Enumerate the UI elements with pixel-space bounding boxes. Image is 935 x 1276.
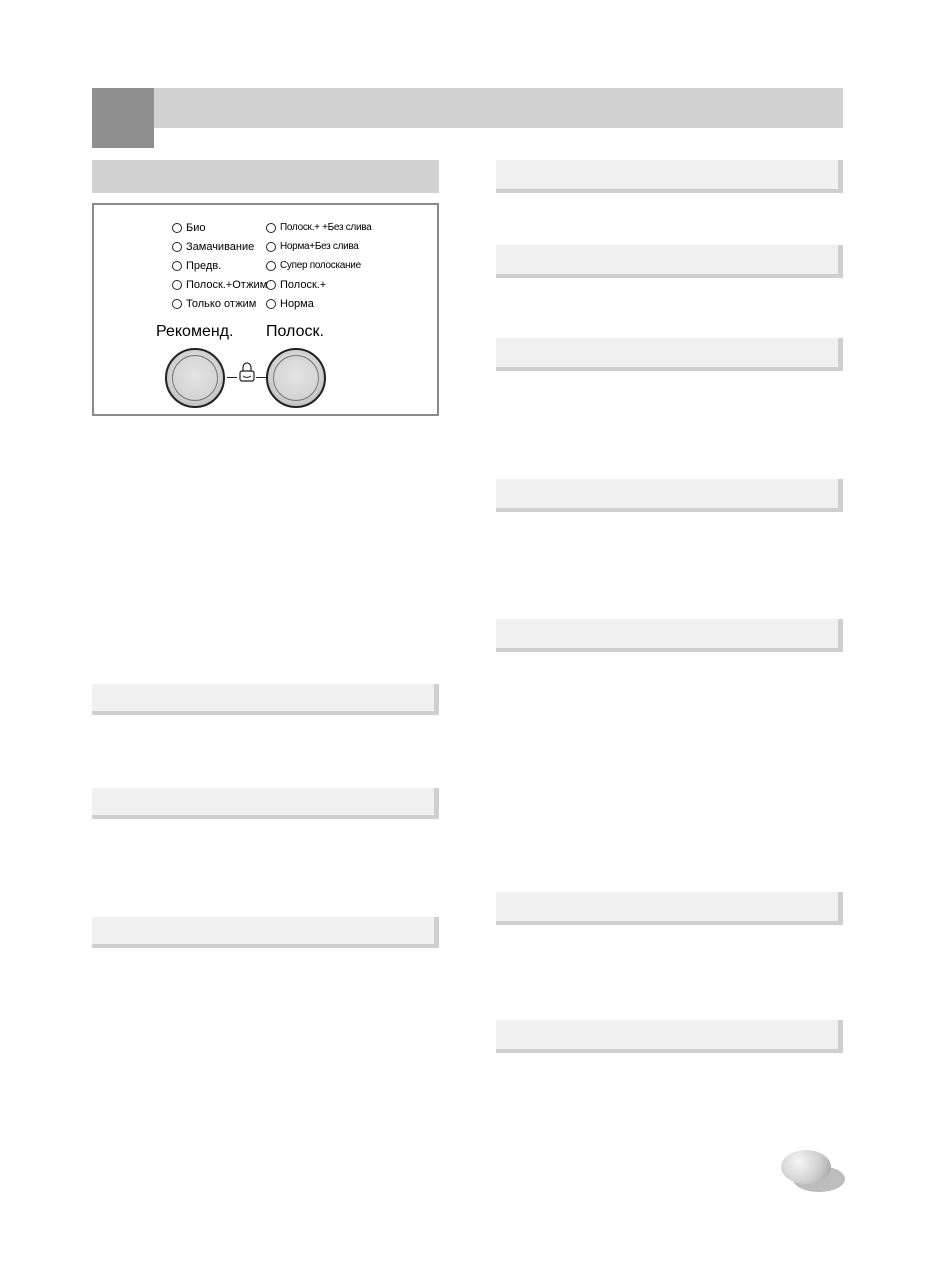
option-label: Био — [186, 222, 206, 234]
right-section-bar-5 — [496, 619, 843, 652]
right-section-bar-1 — [496, 160, 843, 193]
option-rinse-plus — [266, 279, 326, 291]
indicator-led — [172, 223, 182, 233]
right-section-bar-4 — [496, 479, 843, 512]
option-label: Только отжим — [186, 298, 257, 310]
option-soak — [172, 241, 254, 253]
option-normal-no-drain — [266, 241, 359, 252]
option-label: Супер полоскание — [280, 260, 361, 271]
right-section-bar-7 — [496, 1020, 843, 1053]
option-label: Предв. — [186, 260, 222, 272]
child-lock-icon — [238, 362, 256, 384]
indicator-led — [172, 242, 182, 252]
indicator-led — [266, 280, 276, 290]
indicator-led — [172, 280, 182, 290]
option-super-rinse — [266, 260, 361, 271]
right-section-bar-2 — [496, 245, 843, 278]
indicator-led — [266, 299, 276, 309]
left-section-bar-2 — [92, 788, 439, 819]
recommend-button[interactable] — [165, 348, 225, 408]
chapter-tab — [92, 88, 154, 148]
option-prewash — [172, 260, 221, 272]
option-label: Норма+Без слива — [280, 241, 359, 252]
page-number-badge — [781, 1150, 831, 1184]
option-label: Замачивание — [186, 241, 255, 253]
option-normal — [266, 298, 314, 310]
option-label: Полоск.+Отжим — [186, 279, 268, 291]
right-section-bar-6 — [496, 892, 843, 925]
option-rinse-plus-no-drain — [266, 222, 371, 233]
left-section-bar-3 — [92, 917, 439, 948]
rinse-button-label: Полоск. — [266, 323, 324, 340]
indicator-led — [172, 261, 182, 271]
lock-connector-left — [227, 377, 237, 378]
indicator-led — [266, 261, 276, 271]
right-section-bar-3 — [496, 338, 843, 371]
control-panel-illustration — [92, 203, 439, 416]
lock-connector-right — [256, 377, 266, 378]
chapter-header-bar — [92, 88, 843, 128]
indicator-led — [266, 242, 276, 252]
option-rinse-spin — [172, 279, 267, 291]
recommend-button-label: Рекоменд. — [156, 323, 234, 340]
option-spin-only — [172, 298, 256, 310]
option-bio — [172, 222, 205, 234]
option-label: Полоск.+ — [280, 279, 327, 291]
rinse-button[interactable] — [266, 348, 326, 408]
option-label: Норма — [280, 298, 314, 310]
indicator-led — [266, 223, 276, 233]
indicator-led — [172, 299, 182, 309]
left-section-bar-1 — [92, 684, 439, 715]
left-section-title-bar — [92, 160, 439, 193]
option-label: Полоск.+ +Без слива — [280, 222, 372, 233]
